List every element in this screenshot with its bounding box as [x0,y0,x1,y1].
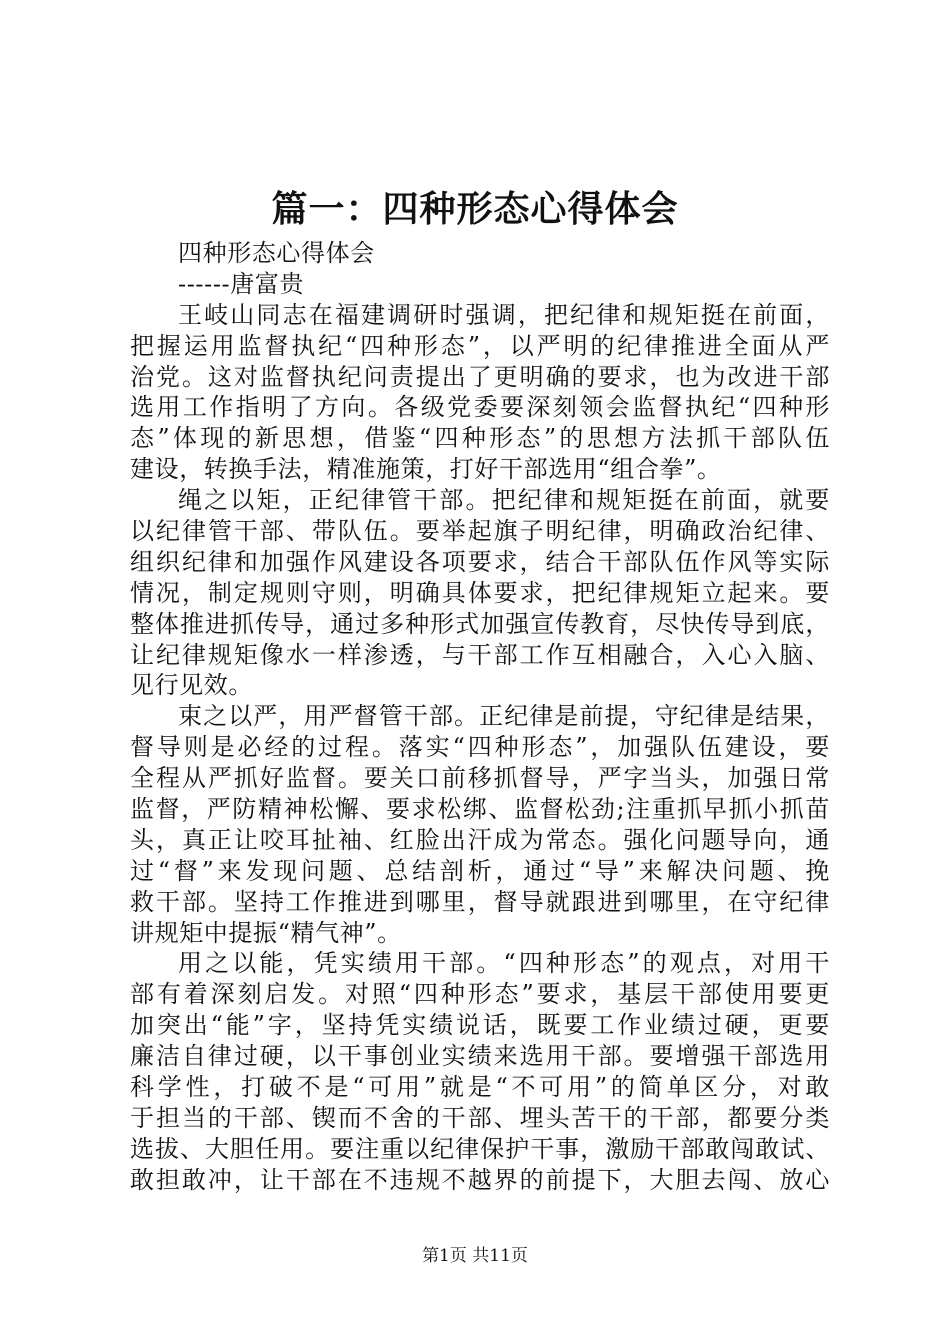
text-line: 见行见效。 [130,671,253,700]
text-line: 督导则是必经的过程。落实“四种形态”，加强队伍建设，要 [130,733,830,762]
text-line: 救干部。坚持工作推进到哪里，督导就跟进到哪里，在守纪律 [130,887,830,916]
document-body [130,238,830,1196]
text-line: 以纪律管干部、带队伍。要举起旗子明纪律，明确政治纪律、 [130,517,830,546]
text-line: 加突出“能”字，坚持凭实绩说话，既要工作业绩过硬，更要 [130,1011,830,1040]
text-line: 全程从严抓好监督。要关口前移抓督导，严字当头，加强日常 [130,764,830,793]
text-line: 廉洁自律过硬，以干事创业实绩来选用干部。要增强干部选用 [130,1042,830,1071]
text-line: 治党。这对监督执纪问责提出了更明确的要求，也为改进干部 [130,362,830,391]
text-line: 绳之以矩，正纪律管干部。把纪律和规矩挺在前面，就要 [178,486,830,515]
text-line: 把握运用监督执纪“四种形态”，以严明的纪律推进全面从严 [130,331,830,360]
page-footer: 第1页 共11页 [422,1246,528,1266]
text-line: 过“督”来发现问题、总结剖析，通过“导”来解决问题、挽 [130,856,830,885]
text-line: 于担当的干部、锲而不舍的干部、埋头苦干的干部，都要分类 [130,1103,830,1132]
text-line: 科学性，打破不是“可用”就是“不可用”的简单区分，对敢 [130,1073,830,1102]
text-line: 态”体现的新思想，借鉴“四种形态”的思想方法抓干部队伍 [130,424,830,453]
text-line: ------唐富贵 [178,269,305,298]
text-line: 建设，转换手法，精准施策，打好干部选用“组合拳”。 [130,455,722,484]
text-line: 整体推进抓传导，通过多种形式加强宣传教育，尽快传导到底， [130,609,830,638]
text-line: 选拔、大胆任用。要注重以纪律保护干事，激励干部敢闯敢试、 [130,1134,830,1163]
text-line: 情况，制定规则守则，明确具体要求，把纪律规矩立起来。要 [130,578,830,607]
document-title: 篇一：四种形态心得体会 [271,188,679,230]
text-line: 组织纪律和加强作风建设各项要求，结合干部队伍作风等实际 [130,547,830,576]
text-line: 选用工作指明了方向。各级党委要深刻领会监督执纪“四种形 [130,393,830,422]
text-line: 监督，严防精神松懈、要求松绑、监督松劲;注重抓早抓小抓苗 [130,795,830,824]
text-line: 部有着深刻启发。对照“四种形态”要求，基层干部使用要更 [130,980,830,1009]
text-line: 讲规矩中提振“精气神”。 [130,918,402,947]
text-line: 四种形态心得体会 [178,239,375,267]
text-line: 用之以能，凭实绩用干部。“四种形态”的观点，对用干 [178,949,830,978]
text-line: 王岐山同志在福建调研时强调，把纪律和规矩挺在前面， [178,300,830,329]
text-line: 敢担敢冲，让干部在不违规不越界的前提下，大胆去闯、放心 [130,1165,830,1194]
text-line: 束之以严，用严督管干部。正纪律是前提，守纪律是结果， [178,702,830,731]
text-line: 让纪律规矩像水一样渗透，与干部工作互相融合，入心入脑、 [130,640,830,669]
text-line: 头，真正让咬耳扯袖、红脸出汗成为常态。强化问题导向，通 [130,825,830,854]
